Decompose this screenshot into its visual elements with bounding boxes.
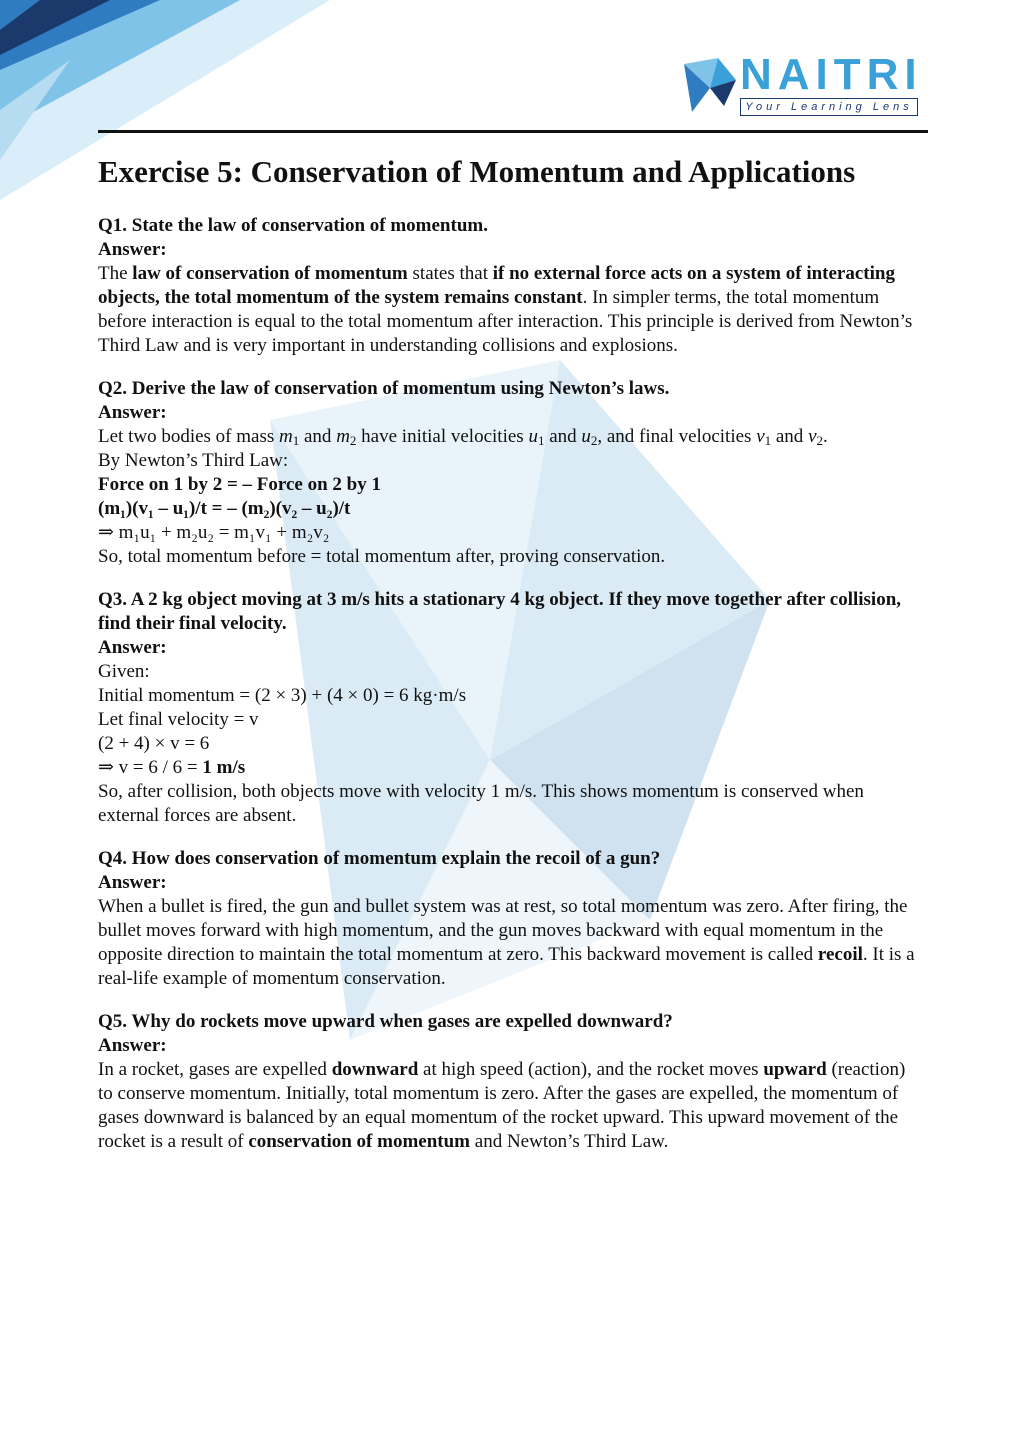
question-block-2 bbox=[98, 377, 918, 569]
question-block-4 bbox=[98, 847, 918, 991]
question-block-1 bbox=[98, 214, 918, 358]
question-3: Q3. A 2 kg object moving at 3 m/s hits a stationary 4 kg object. If they move together after collision, find their final velocity. bbox=[98, 589, 902, 634]
answer-label: Answer: bbox=[98, 1035, 167, 1056]
answer-3-line-5: ⇒ v = 6 / 6 = 1 m/s bbox=[98, 757, 246, 778]
answer-2-line-4: (m₁)(v₁ – u₁)/t = – (m₂)(v₂ – u₂)/t bbox=[98, 498, 351, 519]
answer-2-line-1: Let two bodies of mass $m_1$ and $m_2$ have initial velocities $u_1$ and $u_2$, and final velocities $v_1$ and $v_2$. bbox=[98, 426, 828, 448]
answer-label: Answer: bbox=[98, 872, 167, 893]
answer-3-line-2: Initial momentum = (2 × 3) + (4 × 0) = 6 kg·m/s bbox=[98, 685, 467, 706]
brand-name: NAITRI bbox=[740, 50, 923, 99]
answer-2-line-3: Force on 1 by 2 = – Force on 2 by 1 bbox=[98, 474, 381, 495]
answer-5: In a rocket, gases are expelled downward at high speed (action), and the rocket moves upward (reaction) to conserve momentum. Initially, total momentum is zero. After the gases are expelled, the momentum of gases downward is balanced by an equal momentum of the rocket upward. This upward movement of the rocket is a result of conservation of momentum and Newton’s Third Law. bbox=[98, 1059, 906, 1152]
answer-2-line-6: So, total momentum before = total momentum after, proving conservation. bbox=[98, 546, 666, 567]
answer-label: Answer: bbox=[98, 402, 167, 423]
header-rule bbox=[98, 130, 928, 133]
question-block-5 bbox=[98, 1010, 918, 1154]
question-block-3 bbox=[98, 588, 918, 828]
question-1: Q1. State the law of conservation of momentum. bbox=[98, 215, 488, 236]
answer-2-line-5: ⇒ m₁u₁ + m₂u₂ = m₁v₁ + m₂v₂ bbox=[98, 522, 330, 543]
answer-4: When a bullet is fired, the gun and bullet system was at rest, so total momentum was zero. After firing, the bullet moves forward with high momentum, and the gun moves backward with equal momentum in the opposite direction to maintain the total momentum at zero. This backward movement is called recoil. It is a real-life example of momentum conservation. bbox=[98, 896, 915, 989]
page-title: Exercise 5: Conservation of Momentum and Applications bbox=[98, 154, 856, 189]
logo-mark-icon bbox=[680, 54, 740, 114]
question-5: Q5. Why do rockets move upward when gases are expelled downward? bbox=[98, 1011, 673, 1032]
question-4: Q4. How does conservation of momentum explain the recoil of a gun? bbox=[98, 848, 661, 869]
answer-label: Answer: bbox=[98, 637, 167, 658]
document-body bbox=[98, 152, 918, 1173]
answer-3-line-4: (2 + 4) × v = 6 bbox=[98, 733, 210, 754]
answer-2-line-2: By Newton’s Third Law: bbox=[98, 450, 289, 471]
answer-label: Answer: bbox=[98, 239, 167, 260]
brand-tagline: Your Learning Lens bbox=[740, 98, 918, 116]
answer-3-line-3: Let final velocity = v bbox=[98, 709, 259, 730]
answer-3-line-1: Given: bbox=[98, 661, 150, 682]
answer-3-line-6: So, after collision, both objects move with velocity 1 m/s. This shows momentum is conserved when external forces are absent. bbox=[98, 781, 864, 826]
question-2: Q2. Derive the law of conservation of momentum using Newton’s laws. bbox=[98, 378, 670, 399]
brand-logo bbox=[680, 50, 940, 120]
answer-1: The law of conservation of momentum states that if no external force acts on a system of interacting objects, the total momentum of the system remains constant. In simpler terms, the total momentum before interaction is equal to the total momentum after interaction. This principle is derived from Newton’s Third Law and is very important in understanding collisions and explosions. bbox=[98, 263, 913, 356]
